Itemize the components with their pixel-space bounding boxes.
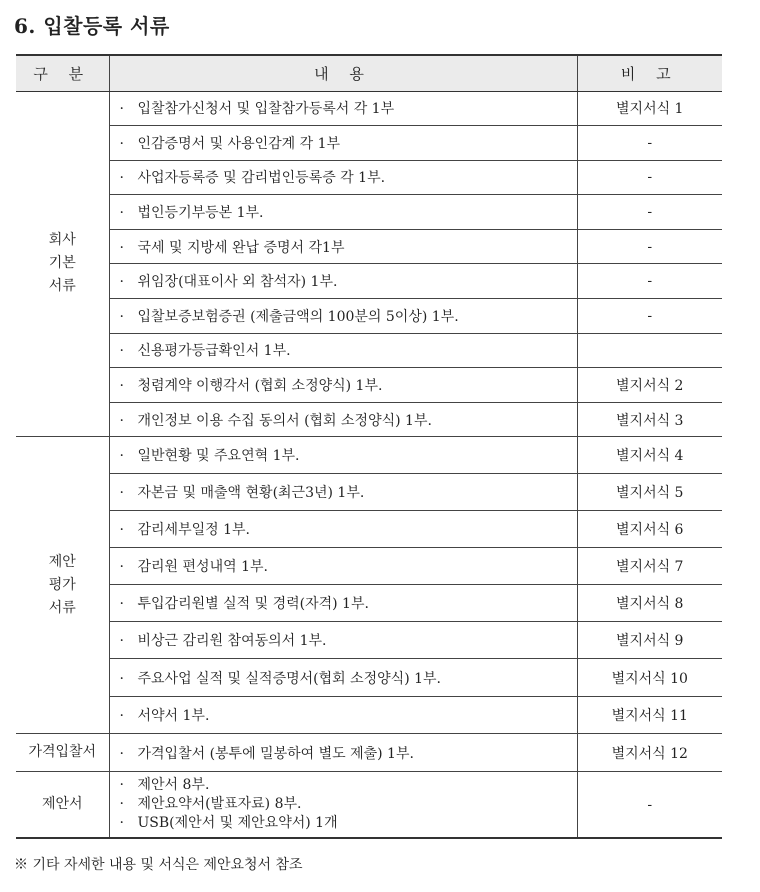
note-cell xyxy=(577,333,722,368)
note-cell: 별지서식 4 xyxy=(577,437,722,474)
bullet: · xyxy=(119,596,124,613)
table-row xyxy=(16,659,722,697)
registration-documents-table xyxy=(16,54,722,839)
bullet: · xyxy=(119,239,124,256)
bullet: · xyxy=(119,633,124,650)
item-cell xyxy=(109,299,577,334)
bullet: · xyxy=(119,485,124,502)
note-cell: 별지서식 3 xyxy=(577,402,722,437)
item-text: 사업자등록증 및 감리법인등록증 각 1부. xyxy=(137,170,386,187)
note-cell: - xyxy=(577,126,722,161)
item-cell xyxy=(109,195,577,230)
list-item xyxy=(120,776,577,795)
note-cell: - xyxy=(577,264,722,299)
item-text: 입찰참가신청서 및 입찰참가등록서 각 1부 xyxy=(137,101,395,118)
item-cell xyxy=(109,734,577,772)
item-text: 서약서 1부. xyxy=(137,708,210,725)
note-cell: 별지서식 11 xyxy=(577,696,722,734)
item-text: 제안서 8부. xyxy=(137,777,210,794)
item-cell xyxy=(109,474,577,511)
table-row xyxy=(16,160,722,195)
category-company-basic: 회사 기본 서류 xyxy=(16,91,109,437)
category-proposal: 제안서 xyxy=(16,772,109,838)
item-text: 인감증명서 및 사용인감계 각 1부 xyxy=(137,135,341,152)
item-cell xyxy=(109,622,577,659)
footnote: ※ 기타 자세한 내용 및 서식은 제안요청서 참조 xyxy=(14,857,303,873)
table-row xyxy=(16,437,722,474)
note-cell: 별지서식 9 xyxy=(577,622,722,659)
table-row xyxy=(16,126,722,161)
bullet: · xyxy=(119,205,124,222)
bullet: · xyxy=(119,815,124,832)
item-cell xyxy=(109,126,577,161)
bullet: · xyxy=(119,308,124,325)
item-text: 청렴계약 이행각서 (협회 소정양식) 1부. xyxy=(137,378,383,395)
list-item xyxy=(120,814,577,833)
item-text: USB(제안서 및 제안요약서) 1개 xyxy=(137,815,338,832)
item-text: 투입감리원별 실적 및 경력(자격) 1부. xyxy=(137,596,369,613)
item-text: 일반현황 및 주요연혁 1부. xyxy=(137,448,300,465)
table-row xyxy=(16,299,722,334)
item-cell xyxy=(109,548,577,585)
bullet: · xyxy=(119,101,124,118)
note-cell: 별지서식 5 xyxy=(577,474,722,511)
bullet: · xyxy=(119,708,124,725)
item-text: 위임장(대표이사 외 참석자) 1부. xyxy=(137,274,338,291)
table-row xyxy=(16,474,722,511)
list-item xyxy=(120,795,577,814)
bullet: · xyxy=(119,777,124,794)
note-cell: 별지서식 2 xyxy=(577,368,722,403)
item-text: 제안요약서(발표자료) 8부. xyxy=(137,796,302,813)
note-cell: 별지서식 12 xyxy=(577,734,722,772)
note-cell: 별지서식 1 xyxy=(577,91,722,126)
bullet: · xyxy=(119,343,124,360)
item-cell xyxy=(109,437,577,474)
bullet: · xyxy=(119,670,124,687)
table-row xyxy=(16,734,722,772)
table-row xyxy=(16,195,722,230)
note-cell: 별지서식 7 xyxy=(577,548,722,585)
note-cell: 별지서식 10 xyxy=(577,659,722,697)
item-cell xyxy=(109,585,577,622)
item-cell xyxy=(109,333,577,368)
item-cell xyxy=(109,91,577,126)
category-price-bid: 가격입찰서 xyxy=(16,734,109,772)
table-row xyxy=(16,622,722,659)
item-text: 입찰보증보험증권 (제출금액의 100분의 5이상) 1부. xyxy=(137,308,459,325)
item-cell xyxy=(109,696,577,734)
table-header-row xyxy=(16,55,722,91)
note-cell: 별지서식 6 xyxy=(577,511,722,548)
bullet: · xyxy=(119,559,124,576)
item-cell xyxy=(109,659,577,697)
table-row xyxy=(16,91,722,126)
item-text: 신용평가등급확인서 1부. xyxy=(137,343,291,360)
item-text: 주요사업 실적 및 실적증명서(협회 소정양식) 1부. xyxy=(137,670,441,687)
item-cell xyxy=(109,368,577,403)
item-text: 감리원 편성내역 1부. xyxy=(137,559,268,576)
table-row xyxy=(16,548,722,585)
table-row xyxy=(16,333,722,368)
table-row xyxy=(16,511,722,548)
note-cell: - xyxy=(577,772,722,838)
item-text: 비상근 감리원 참여동의서 1부. xyxy=(137,633,327,650)
table-row xyxy=(16,368,722,403)
table-row xyxy=(16,264,722,299)
note-cell: - xyxy=(577,160,722,195)
item-text: 감리세부일정 1부. xyxy=(137,522,250,539)
table-row xyxy=(16,772,722,838)
item-cell xyxy=(109,402,577,437)
item-cell xyxy=(109,511,577,548)
item-text: 자본금 및 매출액 현황(최근3년) 1부. xyxy=(137,485,365,502)
table-row xyxy=(16,696,722,734)
note-cell: - xyxy=(577,299,722,334)
item-text: 법인등기부등본 1부. xyxy=(137,205,264,222)
table-row xyxy=(16,585,722,622)
item-text: 국세 및 지방세 완납 증명서 각1부 xyxy=(137,239,345,256)
table-row xyxy=(16,229,722,264)
item-cell xyxy=(109,264,577,299)
bullet: · xyxy=(119,448,124,465)
header-category: 구 분 xyxy=(16,55,109,91)
note-cell: 별지서식 8 xyxy=(577,585,722,622)
bullet: · xyxy=(119,170,124,187)
header-content: 내 용 xyxy=(109,55,577,91)
bullet: · xyxy=(119,274,124,291)
bullet: · xyxy=(119,796,124,813)
item-text: 개인정보 이용 수집 동의서 (협회 소정양식) 1부. xyxy=(137,412,432,429)
note-cell: - xyxy=(577,195,722,230)
bullet: · xyxy=(119,412,124,429)
note-cell: - xyxy=(577,229,722,264)
bullet: · xyxy=(119,522,124,539)
table-row xyxy=(16,402,722,437)
bullet: · xyxy=(119,745,124,762)
category-proposal-evaluation: 제안 평가 서류 xyxy=(16,437,109,734)
item-cell xyxy=(109,772,577,838)
item-cell xyxy=(109,229,577,264)
bullet: · xyxy=(119,378,124,395)
item-text: 가격입찰서 (봉투에 밀봉하여 별도 제출) 1부. xyxy=(137,745,414,762)
section-title: 6. 입찰등록 서류 xyxy=(14,14,170,38)
item-cell xyxy=(109,160,577,195)
bullet: · xyxy=(119,135,124,152)
header-note: 비 고 xyxy=(577,55,722,91)
